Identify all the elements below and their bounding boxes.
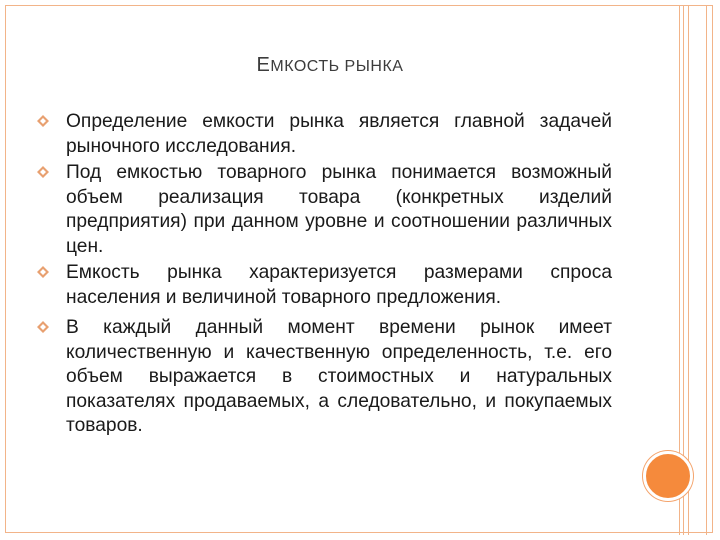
diamond-outline-icon xyxy=(36,320,50,334)
frame-rule xyxy=(688,5,689,535)
bullet-text: Емкость рынка характеризуется размерами спроса населения и величиной товарного предложения. xyxy=(66,262,612,308)
diamond-outline-icon xyxy=(36,265,50,279)
bullet-text: В каждый данный момент времени рынок имеет количественную и качественную определенность, т.е. его объем выражается в стоимостных и натуральных показателях продаваемых, а следовательно, и покупаемых товаров. xyxy=(66,317,612,436)
frame-rule xyxy=(706,5,707,535)
list-item xyxy=(36,161,612,259)
title-initial: Е xyxy=(256,54,271,76)
bullet-text: Под емкостью товарного рынка понимается возможный объем реализация товара (конкретных изделий предприятия) при данном уровне и соотношении различных цен. xyxy=(66,162,612,257)
diamond-outline-icon xyxy=(36,165,50,179)
slide-title xyxy=(0,54,660,77)
list-item xyxy=(36,316,612,439)
bullet-text: Определение емкости рынка является главной задачей рыночного исследования. xyxy=(66,111,612,157)
diamond-outline-icon xyxy=(36,114,50,128)
title-part-1: МКОСТЬ xyxy=(270,58,345,75)
decorative-circle xyxy=(643,451,693,501)
list-item xyxy=(36,110,612,159)
list-item xyxy=(36,261,612,310)
bullet-list xyxy=(36,110,612,441)
title-part-2: РЫНКА xyxy=(344,58,404,75)
